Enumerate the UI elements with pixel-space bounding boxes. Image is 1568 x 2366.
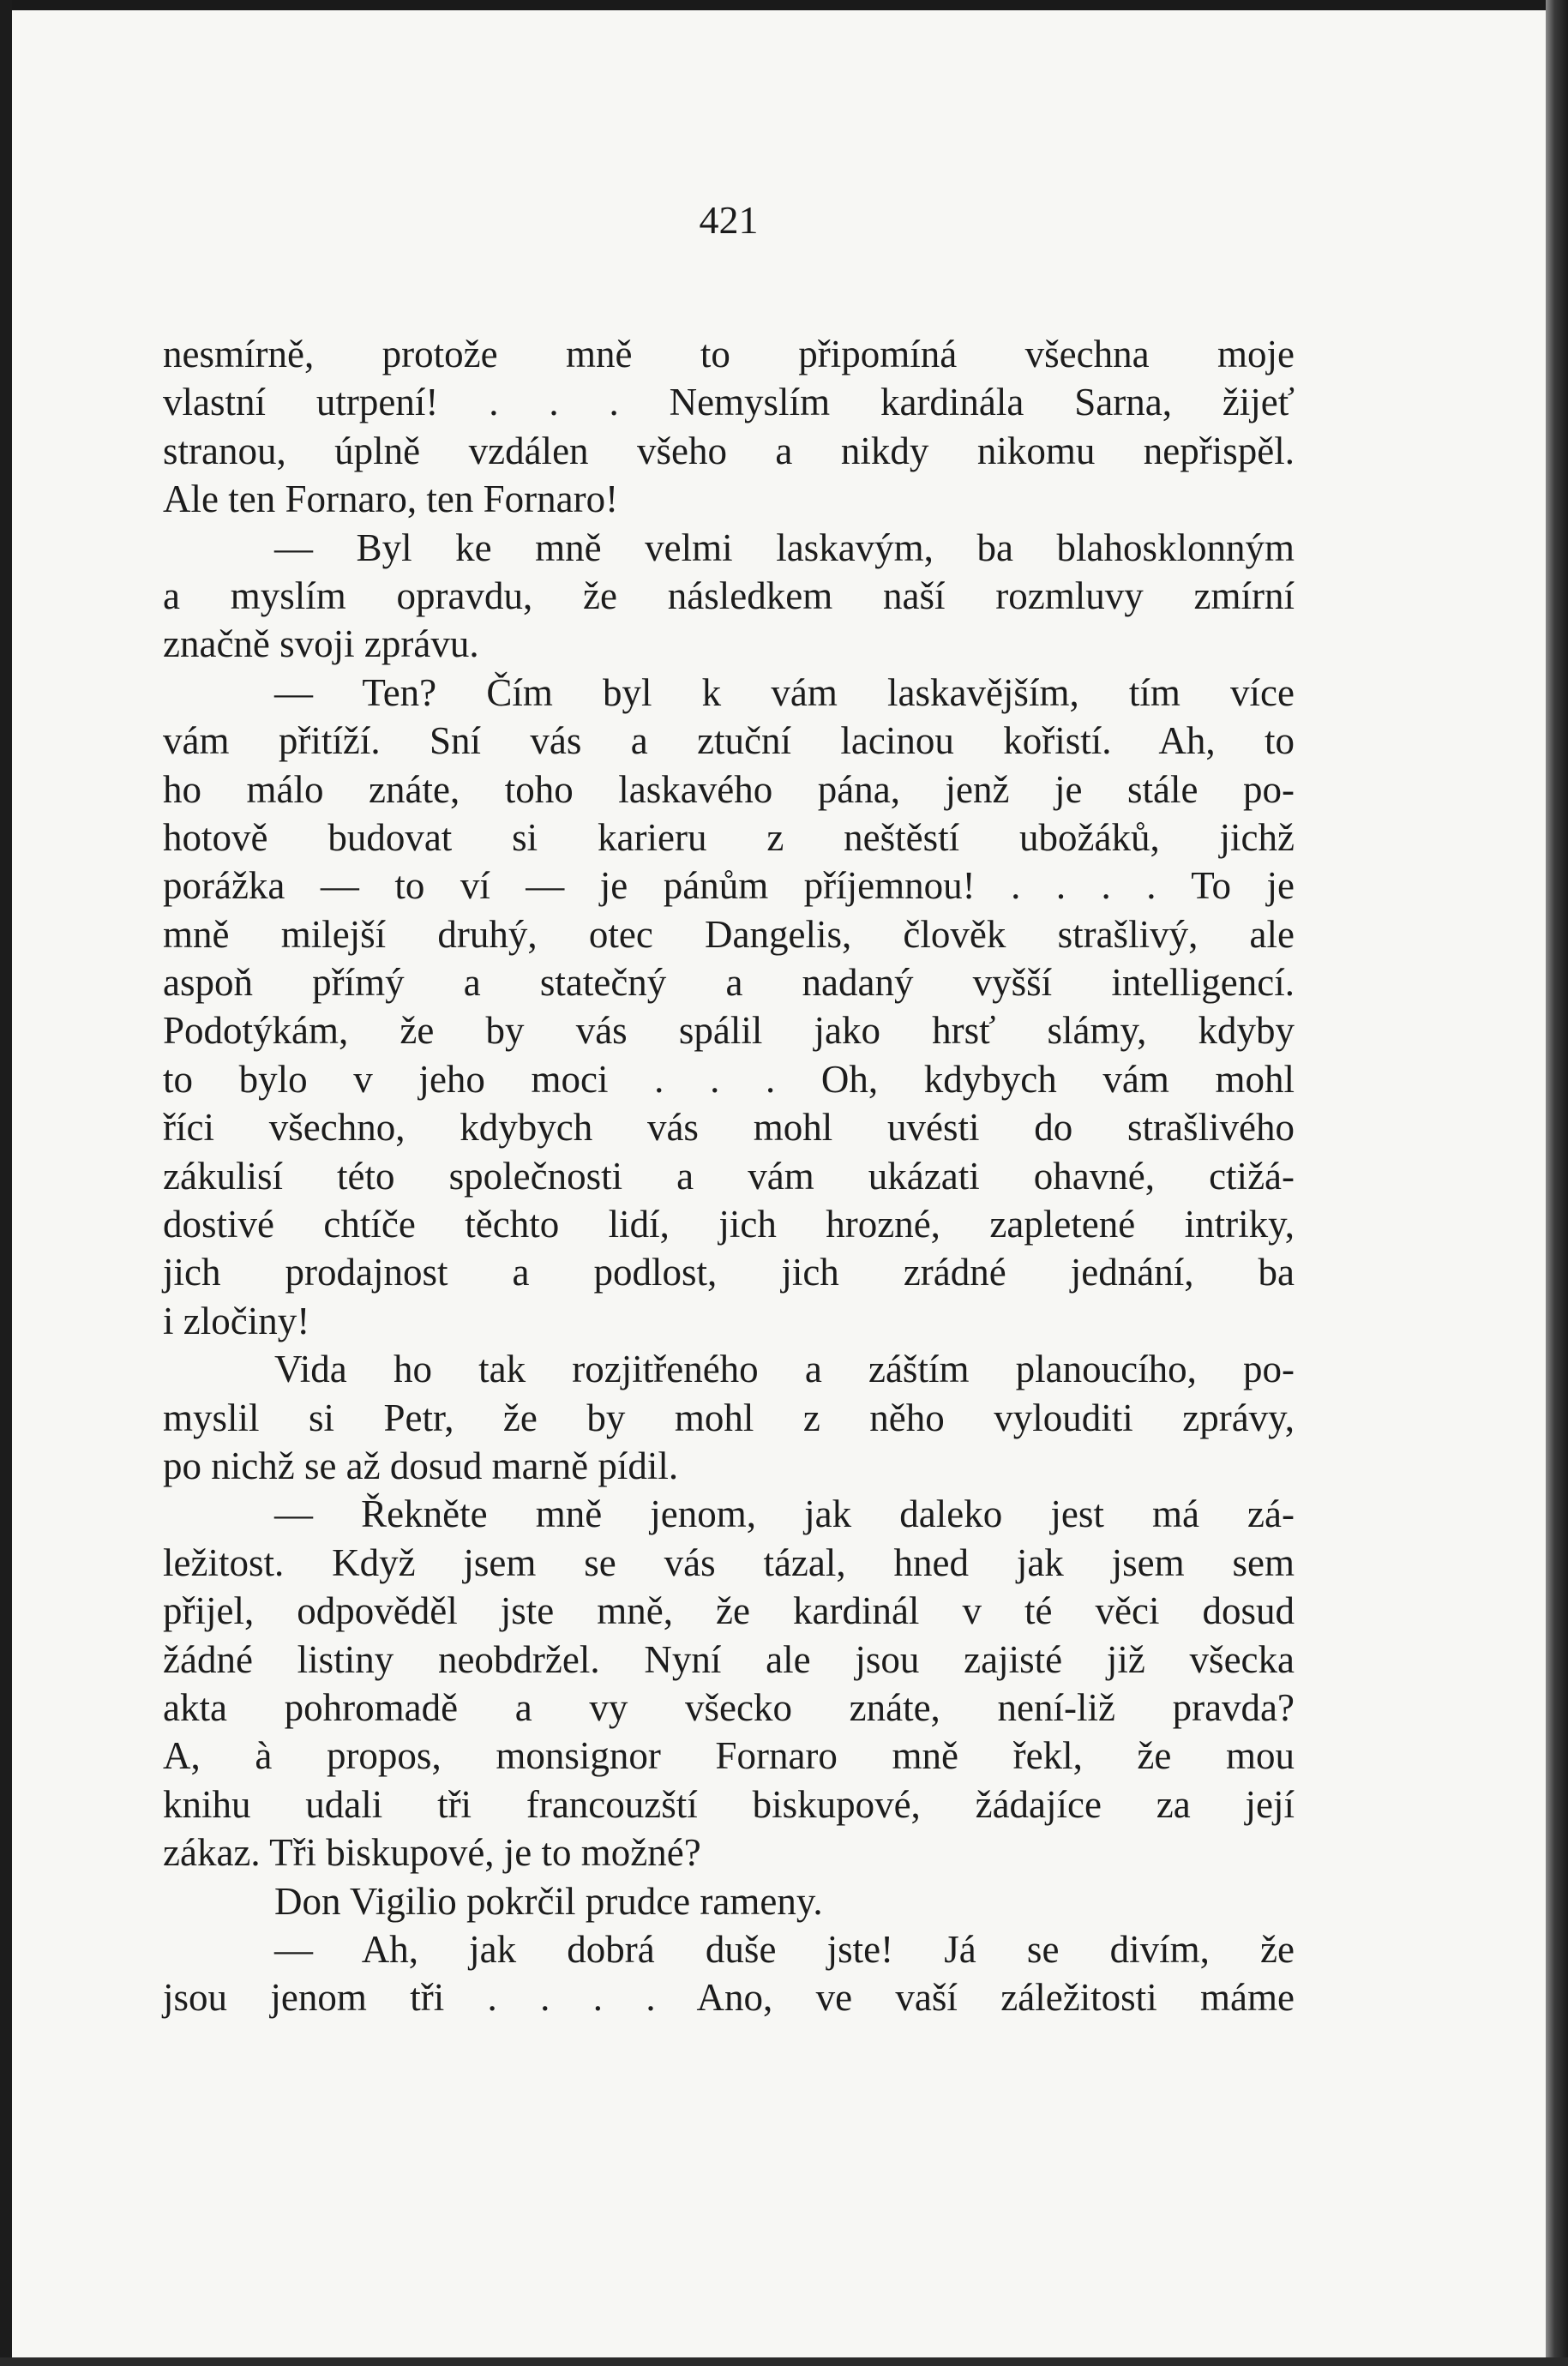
text-line: a myslím opravdu, že následkem naší rozmluvy zmírní xyxy=(163,573,1295,617)
text-line: knihu udali tři francouzští biskupové, žádajíce za její xyxy=(163,1782,1295,1826)
text-line: vlastní utrpení! . . . Nemyslím kardinála Sarna, žijeť xyxy=(163,381,1295,424)
text-line: nesmírně, protože mně to připomíná všechna moje xyxy=(163,333,1295,375)
text-line: mně milejší druhý, otec Dangelis, člověk strašlivý, ale xyxy=(163,912,1295,956)
text-line: ho málo znáte, toho laskavého pána, jenž je stále po- xyxy=(163,767,1295,811)
text-line: Don Vigilio pokrčil prudce rameny. xyxy=(274,1879,823,1923)
body-text xyxy=(163,330,1295,2022)
text-line: porážka — to ví — je pánům příjemnou! . . . . To je xyxy=(163,864,1295,908)
text-line: jich prodajnost a podlost, jich zrádné jednání, ba xyxy=(163,1251,1295,1294)
text-line: Ale ten Fornaro, ten Fornaro! xyxy=(163,477,619,521)
text-line: zákulisí této společnosti a vám ukázati ohavné, ctižá- xyxy=(163,1154,1295,1198)
text-line: akta pohromadě a vy všecko znáte, není-liž pravda? xyxy=(163,1685,1295,1729)
text-line: Vida ho tak rozjitřeného a záštím planoucího, po- xyxy=(274,1348,1295,1391)
text-line: i zločiny! xyxy=(163,1299,310,1342)
text-line: hotově budovat si karieru z neštěstí ubožáků, jichž xyxy=(163,815,1295,859)
text-line: zákaz. Tři biskupové, je to možné? xyxy=(163,1831,701,1875)
text-line: Podotýkám, že by vás spálil jako hrsť slámy, kdyby xyxy=(163,1009,1295,1053)
text-line: vám přitíží. Sní vás a ztuční lacinou kořistí. Ah, to xyxy=(163,719,1295,763)
text-line: přijel, odpověděl jste mně, že kardinál v té věci dosud xyxy=(163,1589,1295,1633)
text-line: — Řekněte mně jenom, jak daleko jest má zá- xyxy=(274,1492,1295,1536)
page-number: 421 xyxy=(699,198,759,242)
text-line: žádné listiny neobdržel. Nyní ale jsou zajisté již všecka xyxy=(163,1637,1295,1681)
text-line: — Ten? Čím byl k vám laskavějším, tím více xyxy=(274,670,1295,714)
scan-edge-top xyxy=(0,0,1568,10)
text-line: A, à propos, monsignor Fornaro mně řekl, že mou xyxy=(163,1734,1295,1778)
text-line: jsou jenom tři . . . . Ano, ve vaší záležitosti máme xyxy=(163,1976,1295,2020)
text-line: říci všechno, kdybych vás mohl uvésti do strašlivého xyxy=(163,1106,1295,1150)
scan-edge-left xyxy=(0,0,12,2366)
scan-edge-bottom xyxy=(0,2357,1568,2366)
text-line: — Ah, jak dobrá duše jste! Já se divím, že xyxy=(274,1927,1295,1971)
text-line: aspoň přímý a statečný a nadaný vyšší intelligencí. xyxy=(163,961,1295,1005)
text-line: značně svoji zprávu. xyxy=(163,622,479,666)
text-line: stranou, úplně vzdálen všeho a nikdy nikomu nepřispěl. xyxy=(163,429,1295,472)
scan-edge-right xyxy=(1546,0,1568,2366)
text-line: — Byl ke mně velmi laskavým, ba blahosklonným xyxy=(274,525,1295,569)
text-line: to bylo v jeho moci . . . Oh, kdybych vám mohl xyxy=(163,1057,1295,1101)
text-line: po nichž se až dosud marně pídil. xyxy=(163,1444,679,1487)
text-line: dostivé chtíče těchto lidí, jich hrozné, zapletené intriky, xyxy=(163,1203,1295,1246)
text-line: ležitost. Když jsem se vás tázal, hned jak jsem sem xyxy=(163,1540,1295,1584)
text-line: myslil si Petr, že by mohl z něho vylouditi zprávy, xyxy=(163,1396,1295,1439)
